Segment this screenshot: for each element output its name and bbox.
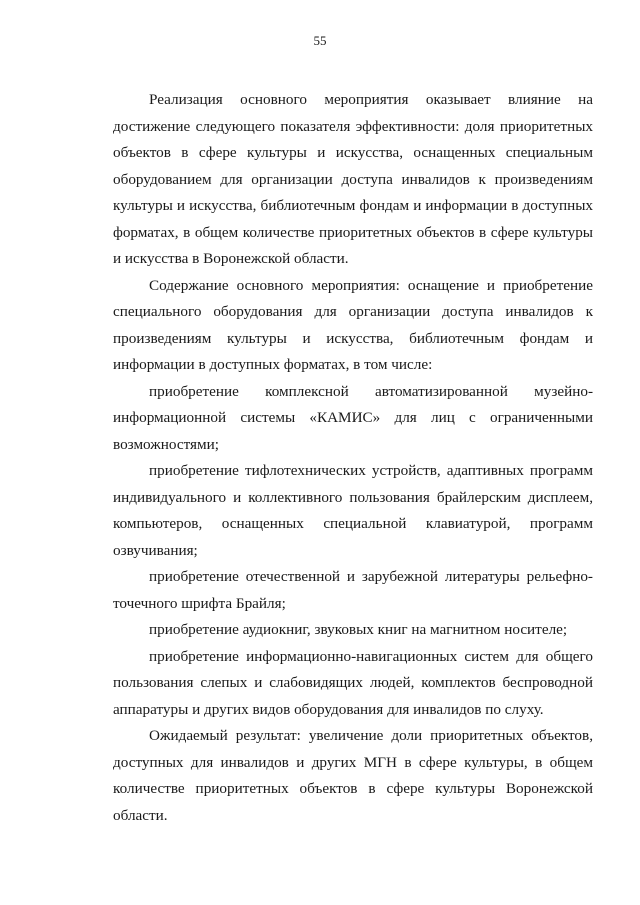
page-number: 55	[313, 33, 327, 48]
list-item-audiobooks: приобретение аудиокниг, звуковых книг на магнитном носителе;	[149, 621, 568, 638]
paragraph-indicator-impact: Реализация основного мероприятия оказывает влияние на достижение следующего показателя эффективности: доля приоритетных объектов в сфере культуры и искусства, оснащенных специальным оборудованием для организации доступа инвалидов к произведениям культуры и искусства, библиотечным фондам и информации в доступных форматах, в общем количестве приоритетных объектов в сфере культуры и искусства в Воронежской области.	[113, 91, 593, 267]
list-item-navigation-systems: приобретение информационно-навигационных систем для общего пользования слепых и слабовидящих людей, комплектов беспроводной аппаратуры и других видов оборудования для инвалидов по слуху.	[113, 647, 593, 718]
paragraph-expected-result: Ожидаемый результат: увеличение доли приоритетных объектов, доступных для инвалидов и других МГН в сфере культуры, в общем количестве приоритетных объектов в сфере культуры Воронежской области.	[113, 727, 593, 824]
document-body	[113, 87, 593, 829]
paragraph-activity-content: Содержание основного мероприятия: оснащение и приобретение специального оборудования для организации доступа инвалидов к произведениям культуры и искусства, библиотечным фондам и информации в доступных форматах, в том числе:	[113, 276, 593, 373]
list-item-kamis-system: приобретение комплексной автоматизированной музейно-информационной системы «КАМИС» для лиц с ограниченными возможностями;	[113, 382, 593, 453]
list-item-typhlotechnical-devices: приобретение тифлотехнических устройств, адаптивных программ индивидуального и коллективного пользования брайлерским дисплеем, компьютеров, оснащенных специальной клавиатурой, программ озвучивания;	[113, 462, 593, 559]
list-item-braille-literature: приобретение отечественной и зарубежной литературы рельефно-точечного шрифта Брайля;	[113, 568, 593, 612]
